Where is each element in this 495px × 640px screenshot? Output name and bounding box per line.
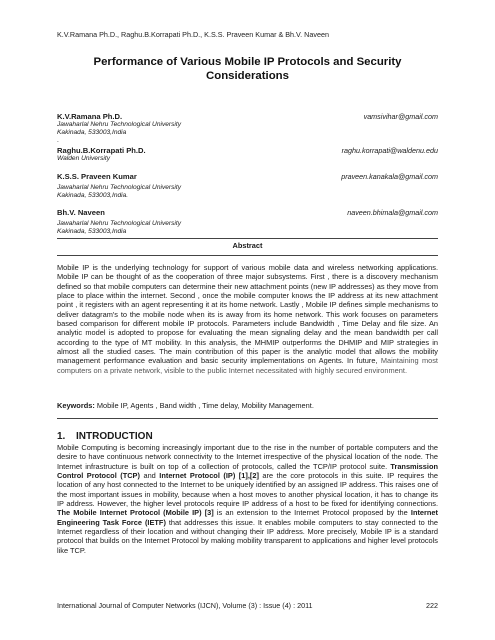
footer-journal: International Journal of Computer Networks (IJCN), Volume (3) : Issue (4) : 2011 (57, 601, 313, 610)
section-heading (57, 431, 153, 442)
section-number: 1. (57, 431, 66, 442)
title-line-2: Considerations (206, 70, 289, 82)
intro-text-5: that addresses this issue. It enables mobile computers to stay connected to the Internet regardless of their location and without changing their IP address. More precisely, Mobile IP is a standard protocol that builds on the Internet Protocol by making mobility transparent to applications and higher level protocols like TCP. (57, 517, 438, 555)
author-4 (57, 208, 438, 236)
abstract-main-text: Mobile IP is the underlying technology for support of various mobile data and wireless networking applications. Mobile IP can be thought of as the cooperation of three major subsystems. First , there is a discovery mechanism defined so that mobile computers can determine their new attachment points (new IP addresses) as they move from place to place within the internet. Second , once the mobile computer knows the IP address at its new attachment point , it registers with an agent representing it at its home network. Lastly , Mobile IP defines simple mechanisms to deliver datagram's to the mobile node when its is away from its home network. This work focuses on parameters based comparison for different mobile IP protocols. Parameters include Bandwidth , Time Delay and file size. An analytic model is adopted to propose for evaluating the mean signaling delay and the mean bandwidth per call according to the type of MT mobility. In this analysis, the MHMIP outperforms the DHMIP and MIP strategies in almost all the studied cases. The main contribution of this paper is the analytic model that allows the mobility management performance evaluation and basic security implementations on Agents. In future, (57, 263, 438, 366)
author-email: vamsivihar@gmail.com (363, 112, 438, 121)
keywords-label: Keywords: (57, 401, 95, 410)
author-3 (57, 172, 438, 200)
title-line-1: Performance of Various Mobile IP Protocols and Security (93, 56, 402, 68)
author-email: praveen.kanakala@gmail.com (341, 172, 438, 181)
author-email: naveen.bhimala@gmail.com (347, 208, 438, 217)
page-footer (57, 601, 438, 610)
author-name: Raghu.B.Korrapati Ph.D. (57, 146, 146, 155)
author-name: Bh.V. Naveen (57, 208, 105, 217)
introduction-body (57, 443, 438, 555)
abstract-heading-rule (57, 255, 438, 256)
author-affiliation: Jawaharlal Nehru Technological University (57, 121, 181, 128)
intro-text-3: are the core protocols in this suite. IP requires the location of any host connected to the Internet to be uniquely identified by an assigned IP address. This raises one of the most important issues in mobility, because when a host moves to another physical location, it has to change its IP address. However, the higher level protocols require IP address of a host to be fixed for identifying connections. (57, 471, 438, 509)
section-title: INTRODUCTION (76, 431, 153, 442)
intro-text-1: Mobile Computing is becoming increasingly important due to the rise in the number of portable computers and the desire to have continuous network connectivity to the Internet irrespective of the physical location of the node. The Internet infrastructure is built on top of a collection of protocols, called the TCP/IP protocol suite. (57, 443, 438, 471)
intro-text-2: and (139, 471, 160, 481)
intro-bold-ietf: Internet Engineering Task Force (IETF) (57, 508, 439, 527)
author-affiliation: Jawaharlal Nehru Technological University (57, 220, 181, 227)
keywords-text: Mobile IP, Agents , Band width , Time delay, Mobility Management. (94, 401, 314, 410)
abstract-body (57, 263, 438, 375)
keywords-bottom-rule (57, 418, 438, 419)
intro-bold-mobile-ip: The Mobile Internet Protocol (Mobile IP) [3] (57, 508, 214, 518)
abstract-top-rule (57, 238, 438, 239)
author-1 (57, 112, 438, 144)
author-address: Kakinada, 533003,India. (57, 192, 129, 200)
author-name: K.V.Ramana Ph.D. (57, 112, 123, 121)
abstract-heading: Abstract (232, 241, 263, 250)
author-address: Kakinada, 533003,India (57, 129, 127, 137)
keywords-line (57, 401, 438, 410)
author-name: K.S.S. Praveen Kumar (57, 172, 137, 181)
author-affiliation: Jawaharlal Nehru Technological University (57, 184, 181, 191)
separator-dot: . (57, 137, 59, 145)
author-affiliation: Walden University (57, 155, 111, 162)
author-address: Kakinada, 533003,India (57, 228, 127, 236)
abstract-tail-text: Maintaining most computers on a private network, visible to the public Internet necessitated with highly secured environment. (57, 356, 438, 375)
intro-text-4: is an extension to the Internet Protocol proposed by the (213, 508, 411, 518)
paper-title (40, 55, 455, 83)
footer-page-number: 222 (426, 601, 438, 610)
author-email: raghu.korrapati@waldenu.edu (341, 146, 438, 155)
intro-bold-ip: Internet Protocol (IP) [1],[2] (159, 471, 259, 481)
intro-bold-tcp: Transmission Control Protocol (TCP) (57, 461, 438, 481)
author-2 (57, 146, 438, 163)
running-head: K.V.Ramana Ph.D., Raghu.B.Korrapati Ph.D., K.S.S. Praveen Kumar & Bh.V. Naveen (57, 30, 329, 39)
